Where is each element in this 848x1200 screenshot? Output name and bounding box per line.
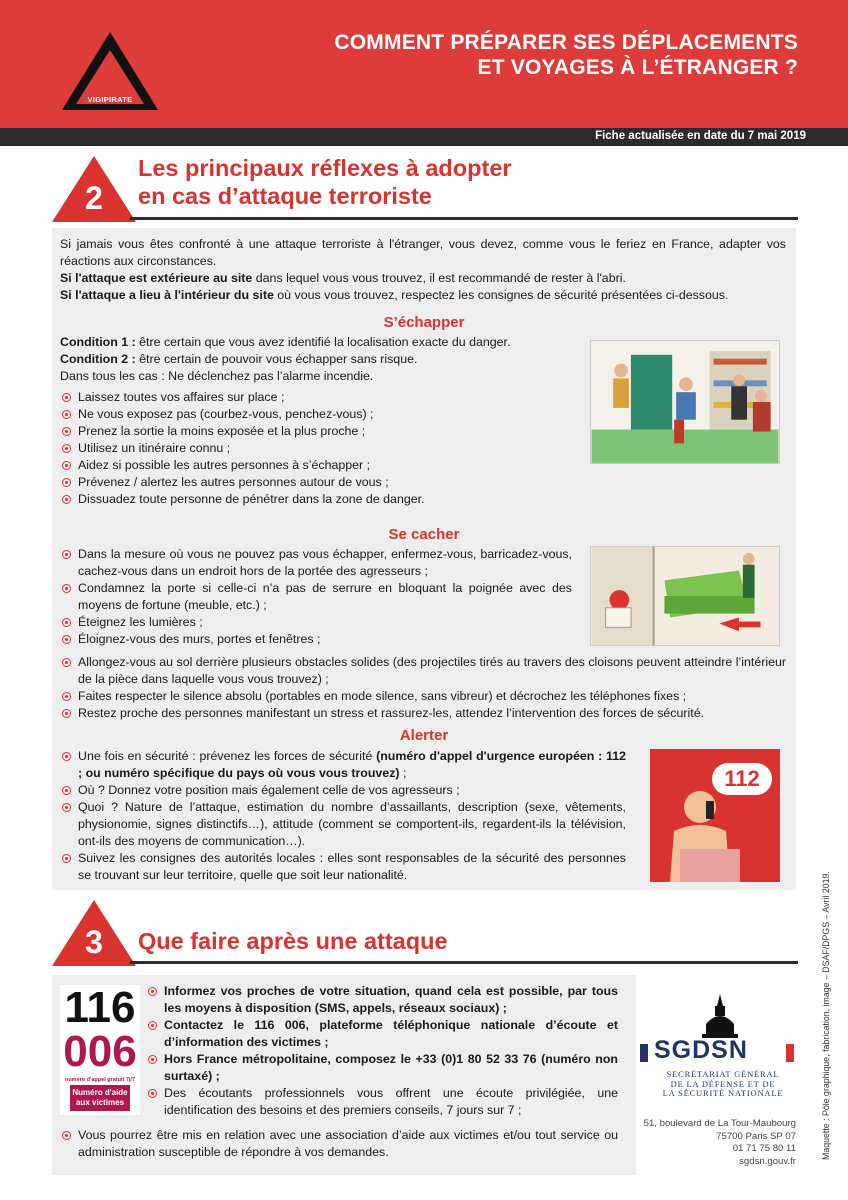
- list-item: Une fois en sécurité : prévenez les forces de sécurité (numéro d'appel d'urgence européen : 112 ; ou numéro spécifique du pays où vous vous trouvez) ;: [60, 748, 626, 782]
- list-item: Où ? Donnez votre position mais également celle de vos agresseurs ;: [60, 782, 626, 799]
- building-icon: [700, 994, 740, 1038]
- page-title: COMMENT PRÉPARER SES DÉPLACEMENTS ET VOYAGES À L’ÉTRANGER ?: [334, 31, 798, 79]
- section-title: Les principaux réflexes à adopter en cas d’attaque terroriste: [138, 155, 512, 209]
- section-number: 3: [85, 924, 103, 960]
- list-item: Condamnez la porte si celle-ci n’a pas de serrure en bloquant la poignée avec des moyens de fortune (meuble, etc.) ;: [60, 580, 572, 614]
- hide-illustration: [590, 546, 780, 646]
- flag-red: [786, 1044, 794, 1062]
- hotline-badge: Numéro d'aide aux victimes: [70, 1085, 130, 1111]
- section-number: 2: [85, 180, 103, 216]
- list-item: Dissuadez toute personne de pénétrer dans la zone de danger.: [60, 491, 585, 508]
- escape-illustration: [590, 340, 780, 464]
- escape-heading: S’échapper: [383, 314, 465, 331]
- list-item: Utilisez un itinéraire connu ;: [60, 440, 585, 457]
- list-item: Ne vous exposez pas (courbez-vous, penchez-vous) ;: [60, 406, 585, 423]
- list-item: Prenez la sortie la moins exposée et la plus proche ;: [60, 423, 585, 440]
- list-item: Hors France métropolitaine, composez le +33 (0)1 80 52 33 76 (numéro non surtaxé) ;: [146, 1051, 618, 1085]
- section-rule: [130, 961, 798, 964]
- alert-list: [60, 748, 626, 884]
- list-item: Informez vos proches de votre situation, quand cela est possible, par tous les moyens à disposition (SMS, appels, réseaux sociaux) ;: [146, 983, 618, 1017]
- escape-list: [60, 389, 585, 508]
- list-item: Quoi ? Nature de l’attaque, estimation du nombre d’assaillants, description (sexe, vêtements, physionomie, signes distinctifs…), attitude (comment se comportent-ils, regardent-ils la télévision, ont-ils des moyens de communication…).: [60, 799, 626, 850]
- escape-conditions: Condition 1 : être certain que vous avez identifié la localisation exacte du danger. Condition 2 : être certain de pouvoir vous échapper sans risque. Dans tous les cas : Ne déclenchez pas l’alarme incendie.: [60, 335, 511, 383]
- alert-heading: Alerter: [399, 727, 449, 744]
- alert-illustration: [650, 749, 780, 882]
- update-date: Fiche actualisée en date du 7 mai 2019: [595, 130, 806, 142]
- list-item: Faites respecter le silence absolu (portables en mode silence, sans vibreur) et décrochez les téléphones fixes ;: [60, 688, 786, 705]
- section-rule: [130, 217, 798, 220]
- hide-list-narrow: [60, 546, 572, 648]
- sgdsn-full-name: SECRÉTARIAT GÉNÉRAL DE LA DÉFENSE ET DE LA SÉCURITÉ NATIONALE: [662, 1069, 784, 1098]
- list-item: Dans la mesure où vous ne pouvez pas vous échapper, enfermez-vous, barricadez-vous, cachez-vous dans un endroit hors de la portée des agresseurs ;: [60, 546, 572, 580]
- after-attack-list: [146, 983, 618, 1119]
- after-attack-list-wide: [60, 1127, 618, 1161]
- flag-blue: [640, 1044, 648, 1062]
- hide-list-wide: [60, 654, 786, 722]
- list-item: Restez proche des personnes manifestant un stress et rassurez-les, attendez l’intervention des forces de sécurité.: [60, 705, 786, 722]
- list-item: Éteignez les lumières ;: [60, 614, 572, 631]
- list-item: Vous pourrez être mis en relation avec une association d’aide aux victimes et/ou tout service ou administration susceptible de répondre à vos demandes.: [60, 1127, 618, 1161]
- list-item: Prévenez / alertez les autres personnes autour de vous ;: [60, 474, 585, 491]
- vigipirate-logo-text: VIGIPIRATE: [87, 95, 133, 104]
- emergency-number-badge: 112: [712, 763, 772, 795]
- website-link[interactable]: sgdsn.gouv.fr: [739, 1155, 796, 1167]
- section-title: Que faire après une attaque: [138, 928, 448, 954]
- list-item: Laissez toutes vos affaires sur place ;: [60, 389, 585, 406]
- credits-vertical: Maquette : Pôle graphique, fabrication, image – DSAF/DPGS – Avril 2019.: [821, 871, 831, 1160]
- list-item: Aidez si possible les autres personnes à s’échapper ;: [60, 457, 585, 474]
- list-item: Contactez le 116 006, plateforme téléphonique nationale d’écoute et d’information des victimes ;: [146, 1017, 618, 1051]
- address-block: 51, boulevard de La Tour-Maubourg 75700 Paris SP 07 01 71 75 80 11 sgdsn.gouv.fr: [643, 1118, 796, 1167]
- intro-paragraph: Si jamais vous êtes confronté à une attaque terroriste à l'étranger, vous devez, comme vous le feriez en France, adapter vos réactions aux circonstances. Si l'attaque est extérieure au site dans lequel vous vous trouvez, il est recommandé de rester à l'abri. Si l'attaque a lieu à l'intérieur du site où vous vous trouvez, respectez les consignes de sécurité présentées ci-dessous.: [60, 237, 786, 302]
- hotline-116006-logo: 116 006 numéro d'appel gratuit 7j/7 Numéro d'aide aux victimes: [60, 985, 140, 1115]
- list-item: Éloignez-vous des murs, portes et fenêtres ;: [60, 631, 572, 648]
- list-item: Des écoutants professionnels vous offrent une écoute privilégiée, une identification des besoins et des premiers conseils, 7 jours sur 7 ;: [146, 1085, 618, 1119]
- list-item: Allongez-vous au sol derrière plusieurs obstacles solides (des projectiles tirés au travers des cloisons peuvent atteindre l’intérieur de la pièce dans laquelle vous vous trouvez) ;: [60, 654, 786, 688]
- hide-heading: Se cacher: [388, 526, 460, 543]
- list-item: Suivez les consignes des autorités locales : elles sont responsables de la sécurité des personnes se trouvant sur leur territoire, quelle que soit leur nationalité.: [60, 850, 626, 884]
